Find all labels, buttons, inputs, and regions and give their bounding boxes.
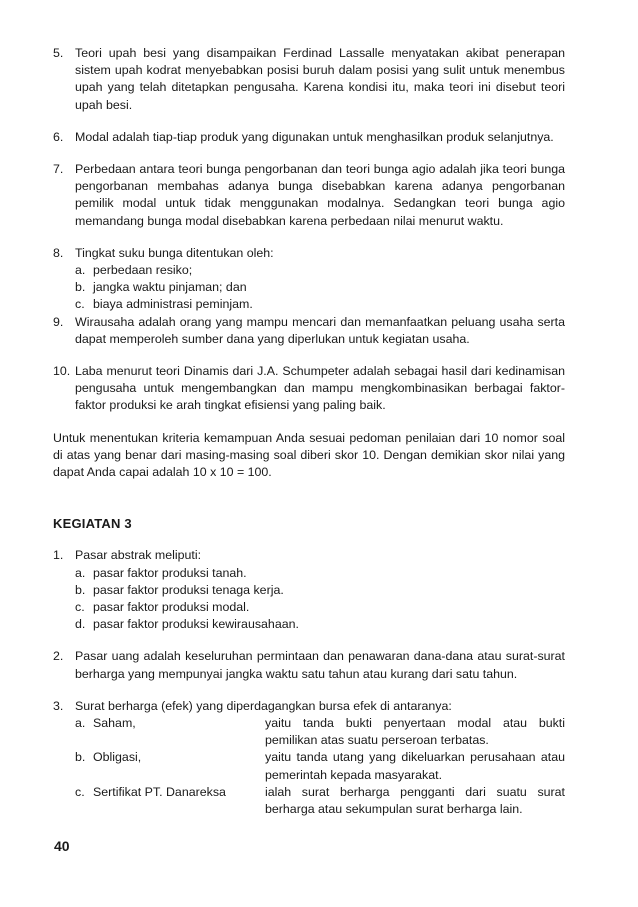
- page-number: 40: [54, 838, 70, 854]
- answer-item-5: [53, 45, 565, 114]
- sub-item: [75, 599, 565, 616]
- item-text: Perbedaan antara teori bunga pengorbanan dan teori bunga agio adalah jika teori bunga pengorbanan membahas adanya bunga disebabkan karena adanya pengorbanan pemilik modal untuk tidak menggunakan modalnya. Sedangkan teori bunga agio memandang bunga modal disebabkan karena perbedaan nilai menurut waktu.: [75, 162, 565, 228]
- definition-term-text: Saham,: [93, 716, 136, 731]
- sub-item: [75, 296, 565, 313]
- sub-item: [75, 262, 565, 279]
- definition-text: yaitu tanda utang yang dikeluarkan perusahaan atau pemerintah kepada masyarakat.: [265, 750, 565, 782]
- sub-item-letter: a.: [75, 565, 86, 580]
- sub-item-letter: a.: [75, 263, 86, 278]
- definition-letter: a.: [75, 716, 86, 731]
- item-text: Pasar abstrak meliputi:: [75, 548, 202, 563]
- definition-term: [75, 784, 243, 801]
- sub-item: [75, 279, 565, 296]
- answer-item-10: [53, 363, 565, 415]
- answer-item-2: [53, 648, 565, 682]
- item-number: 6.: [53, 129, 64, 144]
- item-text: Pasar uang adalah keseluruhan permintaan dan penawaran dana-dana atau surat-surat berharga yang mempunyai jangka waktu satu tahun atau kurang dari satu tahun.: [75, 649, 565, 681]
- item-number: 3.: [53, 698, 64, 713]
- sub-item-letter: d.: [75, 617, 86, 632]
- sub-item-text: perbedaan resiko;: [93, 263, 193, 278]
- scoring-paragraph: Untuk menentukan kriteria kemampuan Anda sesuai pedoman penilaian dari 10 nomor soal di atas yang benar dari masing-masing soal diberi skor 10. Dengan demikian skor nilai yang dapat Anda capai adalah 10 x 10 = 100.: [53, 430, 565, 480]
- sub-item-text: pasar faktor produksi modal.: [93, 600, 250, 615]
- sub-item-letter: b.: [75, 582, 86, 597]
- definition-term: [75, 715, 243, 732]
- item-number: 8.: [53, 245, 64, 260]
- item-number: 2.: [53, 649, 64, 664]
- definition-letter: b.: [75, 750, 86, 765]
- definition-term-text: Obligasi,: [93, 750, 142, 765]
- definition-term-text: Sertifikat PT. Danareksa: [93, 784, 226, 799]
- item-text: Tingkat suku bunga ditentukan oleh:: [75, 245, 274, 260]
- sub-item-text: biaya administrasi peminjam.: [93, 297, 253, 312]
- definition-row: [75, 715, 565, 749]
- definition-text: yaitu tanda bukti penyertaan modal atau bukti pemilikan atas suatu perseroan terbatas.: [265, 716, 565, 748]
- sub-item-text: pasar faktor produksi kewirausahaan.: [93, 617, 299, 632]
- item-number: 10.: [53, 364, 71, 379]
- item-text: Teori upah besi yang disampaikan Ferdinad Lassalle menyatakan akibat penerapan sistem upah kodrat menyebabkan posisi buruh dalam posisi yang sulit untuk menembus upah yang telah ditetapkan pengusaha. Karena kondisi itu, maka teori ini disebut teori upah besi.: [75, 46, 565, 112]
- item-number: 9.: [53, 314, 64, 329]
- definition-term: [75, 749, 243, 766]
- answer-item-9: [53, 314, 565, 348]
- section-heading: KEGIATAN 3: [53, 516, 132, 532]
- definition-letter: c.: [75, 784, 85, 799]
- sub-item-letter: c.: [75, 600, 85, 615]
- answer-item-1: [53, 547, 565, 633]
- sub-item-text: jangka waktu pinjaman; dan: [93, 280, 247, 295]
- sub-item-text: pasar faktor produksi tanah.: [93, 565, 247, 580]
- answer-item-6: [53, 129, 565, 146]
- sub-item-text: pasar faktor produksi tenaga kerja.: [93, 582, 284, 597]
- definition-row: [75, 749, 565, 783]
- item-text: Wirausaha adalah orang yang mampu mencari dan memanfaatkan peluang usaha serta dapat memperoleh sumber dana yang diperlukan untuk kegiatan usaha.: [75, 314, 565, 346]
- sub-item-letter: c.: [75, 297, 85, 312]
- item-number: 7.: [53, 162, 64, 177]
- definition-text: ialah surat berharga pengganti dari suatu surat berharga atau sekumpulan surat berharga lain.: [265, 784, 565, 817]
- item-text: Surat berharga (efek) yang diperdagangkan bursa efek di antaranya:: [75, 698, 452, 713]
- answer-item-3: [53, 698, 565, 818]
- sub-item: [75, 582, 565, 599]
- answer-item-7: [53, 161, 565, 230]
- item-text: Laba menurut teori Dinamis dari J.A. Schumpeter adalah sebagai hasil dari kedinamisan pengusaha untuk mengembangkan dan mampu mengkombinasikan berbagai faktor-faktor produksi ke arah tingkat efisiensi yang paling baik.: [75, 364, 565, 413]
- answer-item-8: [53, 245, 565, 314]
- definition-row: [75, 784, 565, 818]
- page-content: [53, 45, 565, 818]
- item-text: Modal adalah tiap-tiap produk yang digunakan untuk menghasilkan produk selanjutnya.: [75, 129, 554, 144]
- item-number: 1.: [53, 548, 64, 563]
- sub-item: [75, 616, 565, 633]
- sub-item-letter: b.: [75, 280, 86, 295]
- sub-item: [75, 565, 565, 582]
- item-number: 5.: [53, 46, 64, 60]
